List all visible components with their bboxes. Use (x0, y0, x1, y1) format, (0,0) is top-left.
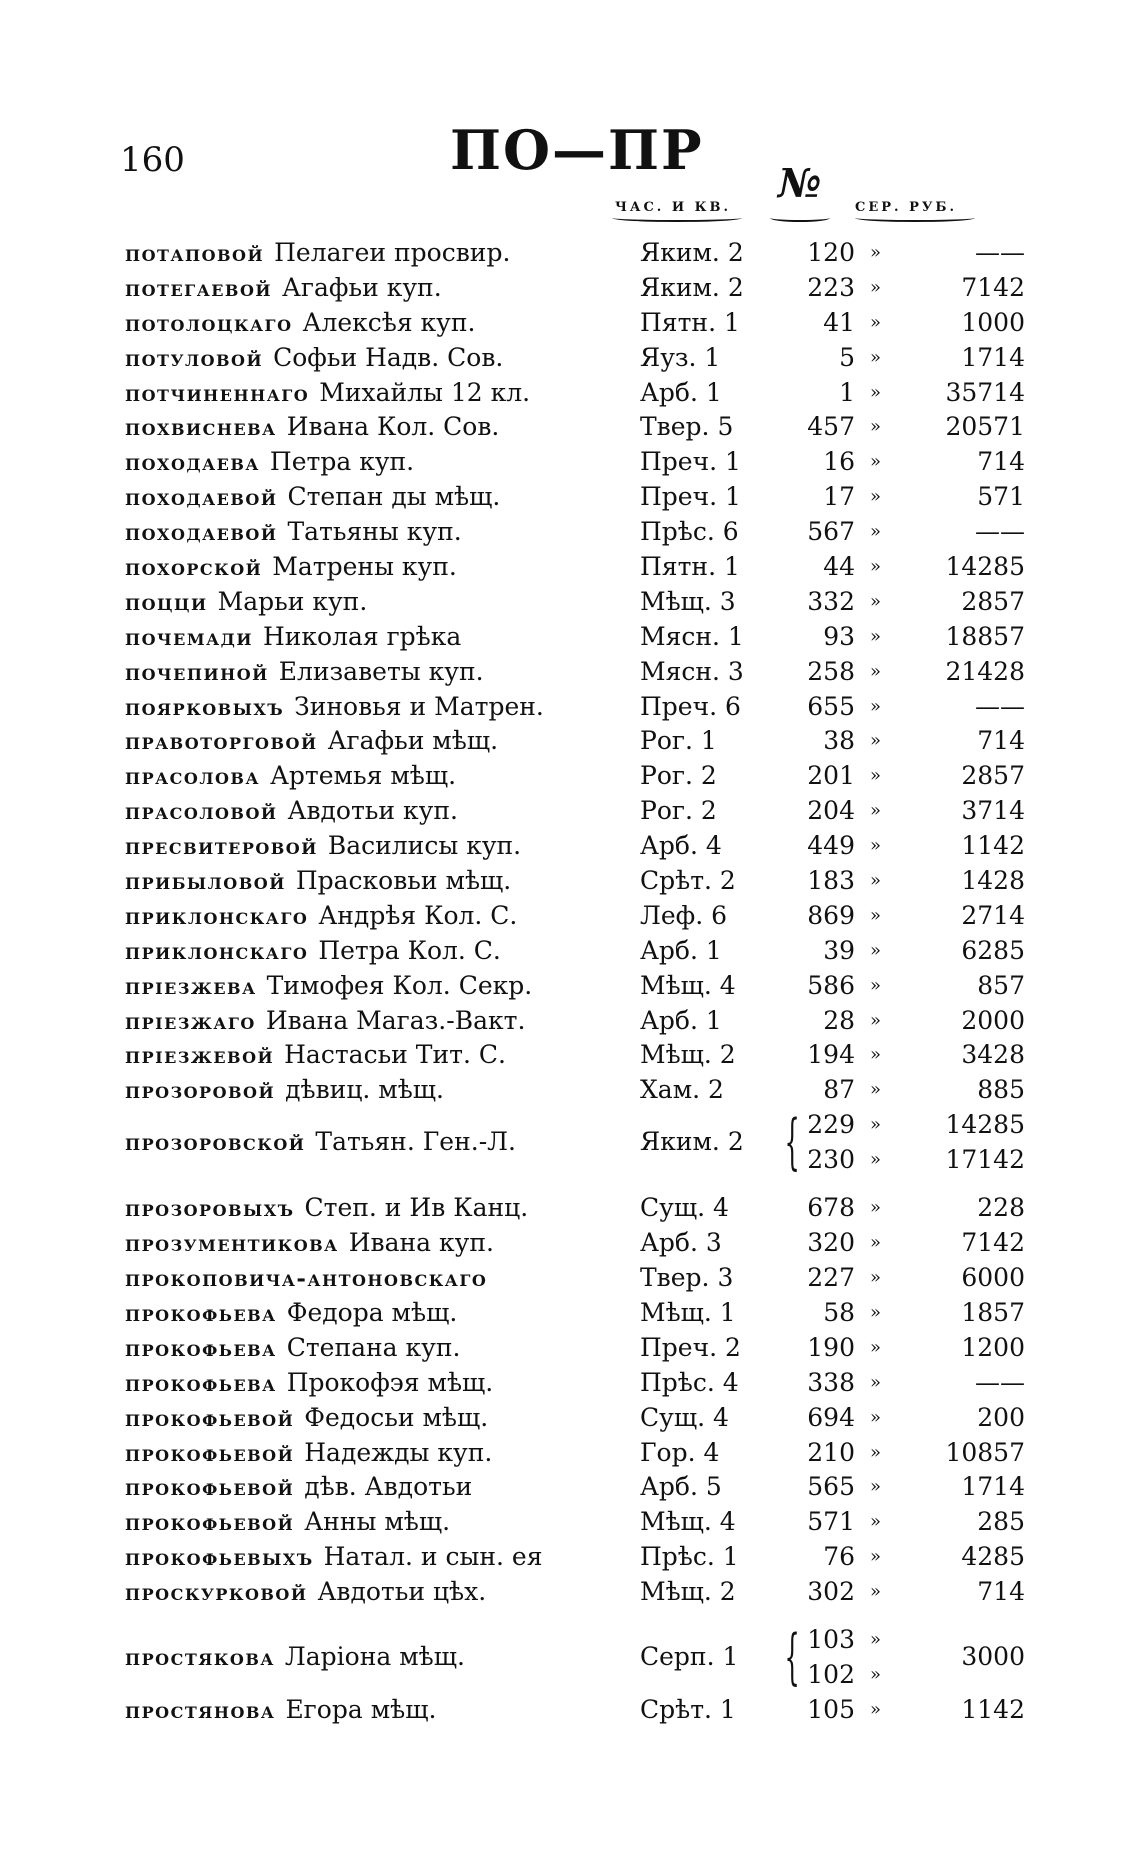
entry-surname: прокофьевой (125, 1474, 295, 1502)
ditto-mark: » (870, 835, 882, 857)
entry-number: 230 (807, 1145, 855, 1175)
entry-district: Преч. 6 (640, 691, 741, 721)
entry-district: Яуз. 1 (640, 342, 721, 372)
entry-surname: потаповой (125, 240, 265, 267)
entry-surname: походаевой (125, 519, 278, 547)
entry-description: Прокофэя мѣщ. (286, 1367, 494, 1397)
list-item (125, 585, 1025, 620)
entry-district: Серп. 1 (640, 1641, 739, 1671)
entry-sum: 1000 (961, 307, 1025, 337)
entry-surname: прокофьевой (125, 1509, 295, 1537)
entry-sum: 4285 (961, 1542, 1025, 1572)
entry-district: Арб. 4 (640, 831, 722, 861)
ditto-mark: » (870, 451, 882, 473)
entry-number: 320 (807, 1228, 855, 1258)
list-item-double (125, 1107, 1025, 1178)
entry-surname: пресвитеровой (125, 833, 318, 861)
entry-sum: 20571 (945, 412, 1025, 442)
list-item (125, 1038, 1025, 1073)
entry-number: 194 (807, 1040, 855, 1070)
list-item (125, 899, 1025, 934)
list-item (125, 550, 1025, 585)
ditto-mark: » (870, 1628, 882, 1650)
entry-surname: прiезжаго (125, 1007, 256, 1035)
entry-number: 565 (807, 1472, 855, 1502)
entry-surname: поярковыхъ (125, 693, 285, 721)
entry-sum: 1714 (961, 342, 1025, 372)
entry-number: 457 (807, 412, 855, 442)
entry-description: Федора мѣщ. (286, 1297, 458, 1327)
entry-description: Николая грѣка (262, 621, 462, 651)
entry-sum: 10857 (945, 1437, 1025, 1467)
entry-district: Яким. 2 (640, 238, 744, 267)
entry-sum: 1200 (961, 1332, 1025, 1362)
entry-number: 5 (839, 342, 855, 372)
entry-surname: приклонскаго (125, 902, 309, 930)
entry-number: 567 (807, 517, 855, 547)
entry-district: Твер. 5 (640, 412, 734, 442)
entry-sum: 3428 (961, 1040, 1025, 1070)
entry-description: Петра Кол. С. (318, 935, 501, 965)
entry-description: Зиновья и Матрен. (294, 691, 544, 721)
entry-surname: прокоповича-антоновскаго (125, 1265, 488, 1293)
ditto-mark: » (870, 311, 882, 333)
entry-number: 302 (807, 1577, 855, 1607)
list-item (125, 1191, 1025, 1226)
entry-surname: прозоровыхъ (125, 1195, 295, 1223)
ditto-mark: » (870, 939, 882, 961)
entry-number: 44 (823, 552, 855, 582)
ditto-mark: » (870, 1698, 882, 1720)
entry-district: Твер. 3 (640, 1263, 734, 1293)
entry-surname: приклонскаго (125, 937, 309, 965)
list-item (125, 759, 1025, 794)
entry-surname: похорской (125, 554, 263, 582)
entry-sum: 1428 (961, 866, 1025, 896)
ditto-mark: » (870, 730, 882, 752)
entry-sum: —— (975, 517, 1025, 547)
entry-sum: 7142 (961, 1228, 1025, 1258)
entry-description: Настасьи Тит. С. (284, 1040, 506, 1070)
column-header-number: № (778, 160, 822, 207)
entry-district: Мѣщ. 1 (640, 1297, 736, 1327)
entry-surname: прокофьевой (125, 1439, 295, 1467)
entry-district: Сущ. 4 (640, 1402, 729, 1432)
list-item (125, 376, 1025, 411)
ditto-mark: » (870, 660, 882, 682)
entry-district: Сущ. 4 (640, 1193, 729, 1223)
list-item (125, 1331, 1025, 1366)
list-item (125, 1366, 1025, 1401)
list-item (125, 480, 1025, 515)
entry-description: Матрены куп. (272, 552, 457, 582)
list-item (125, 1436, 1025, 1471)
entry-number: 338 (807, 1367, 855, 1397)
entry-description: Артемья мѣщ. (269, 761, 457, 791)
entry-description: Михайлы 12 кл. (319, 377, 531, 407)
ditto-mark: » (870, 1546, 882, 1568)
entry-sum: 857 (977, 970, 1025, 1000)
entry-district: Прѣс. 4 (640, 1367, 739, 1397)
entry-district: Рог. 1 (640, 726, 717, 756)
list-item (125, 829, 1025, 864)
entry-description: дѣвиц. мѣщ. (285, 1075, 444, 1105)
list-item (125, 690, 1025, 725)
entry-sum: 35714 (945, 377, 1025, 407)
list-item (125, 271, 1025, 306)
entry-district: Рог. 2 (640, 761, 717, 791)
ditto-mark: » (870, 381, 882, 403)
entry-surname: походаевой (125, 484, 278, 512)
brace-mark: { (784, 1107, 800, 1178)
entry-description: Степана куп. (286, 1332, 461, 1362)
entry-number: 93 (823, 621, 855, 651)
entry-number: 449 (807, 831, 855, 861)
list-item (125, 1693, 1025, 1728)
list-item (125, 1575, 1025, 1610)
ditto-mark: » (870, 1581, 882, 1603)
entry-description: Федосьи мѣщ. (304, 1402, 489, 1432)
list-item (125, 1261, 1025, 1296)
entry-surname: потуловой (125, 344, 264, 372)
entry-sum: 2714 (961, 900, 1025, 930)
ditto-mark: » (870, 904, 882, 926)
list-item (125, 1004, 1025, 1039)
directory-list (125, 236, 1025, 1728)
entry-district: Мѣщ. 3 (640, 586, 736, 616)
column-header-sum: СЕР. РУБ. (855, 200, 958, 215)
header-ornament (770, 214, 830, 222)
entry-sum: —— (975, 238, 1025, 267)
entry-number: 694 (807, 1402, 855, 1432)
entry-description: Тимофея Кол. Секр. (266, 970, 533, 1000)
entry-number: 678 (807, 1193, 855, 1223)
entry-description: Елизаветы куп. (278, 656, 484, 686)
list-item (125, 620, 1025, 655)
entry-description: Татьяны куп. (287, 517, 462, 547)
entry-sum: 18857 (945, 621, 1025, 651)
entry-number: 332 (807, 586, 855, 616)
entry-number: 39 (823, 935, 855, 965)
page-number: 160 (120, 140, 185, 180)
entry-sum: 1142 (961, 1694, 1025, 1724)
ditto-mark: » (870, 1301, 882, 1323)
ditto-mark: » (870, 1267, 882, 1289)
ditto-mark: » (870, 870, 882, 892)
list-item (125, 515, 1025, 550)
entry-number: 38 (823, 726, 855, 756)
entry-description: Ивана Кол. Сов. (286, 412, 500, 442)
entry-sum: 228 (977, 1193, 1025, 1223)
entry-sum: 200 (977, 1402, 1025, 1432)
header-ornament (855, 214, 975, 222)
ditto-mark: » (870, 590, 882, 612)
entry-surname: потолоцкаго (125, 309, 293, 337)
entry-number: 183 (807, 866, 855, 896)
ditto-mark: » (870, 556, 882, 578)
entry-district: Преч. 1 (640, 482, 741, 512)
entry-description: Алексѣя куп. (302, 307, 476, 337)
entry-sum: 17142 (945, 1145, 1025, 1175)
entry-description: Егора мѣщ. (285, 1694, 437, 1724)
entry-surname: простянова (125, 1696, 276, 1724)
column-header-part: ЧАС. И КВ. (615, 200, 732, 215)
entry-sum: —— (975, 691, 1025, 721)
entry-district: Пятн. 1 (640, 307, 740, 337)
entry-description: Анны мѣщ. (304, 1507, 451, 1537)
row-spacer (125, 1610, 1005, 1623)
entry-number: 655 (807, 691, 855, 721)
entry-description: Ларiона мѣщ. (284, 1641, 465, 1671)
entry-district: Прѣс. 1 (640, 1542, 739, 1572)
ditto-mark: » (870, 1406, 882, 1428)
list-item (125, 236, 1025, 271)
entry-surname: прокофьевыхъ (125, 1544, 314, 1572)
ditto-mark: » (870, 276, 882, 298)
entry-description: Надежды куп. (304, 1437, 493, 1467)
entry-description: Агафьи куп. (282, 272, 442, 302)
entry-description: Степ. и Ив Канц. (304, 1193, 529, 1223)
list-item (125, 341, 1025, 376)
entry-surname: прозоровской (125, 1129, 306, 1157)
entry-number: 103 (807, 1624, 855, 1654)
ditto-mark: » (870, 346, 882, 368)
page-title: ПО—ПР (450, 118, 704, 182)
entry-sum: 6000 (961, 1263, 1025, 1293)
entry-sum: 2857 (961, 761, 1025, 791)
entry-district: Рог. 2 (640, 796, 717, 826)
ditto-mark: » (870, 416, 882, 438)
entry-number: 204 (807, 796, 855, 826)
list-item (125, 1296, 1025, 1331)
entry-number: 223 (807, 272, 855, 302)
entry-sum: 2857 (961, 586, 1025, 616)
list-item (125, 1226, 1025, 1261)
ditto-mark: » (870, 625, 882, 647)
entry-district: Арб. 5 (640, 1472, 722, 1502)
entry-sum: 714 (977, 726, 1025, 756)
list-item (125, 1401, 1025, 1436)
entry-district: Арб. 3 (640, 1228, 722, 1258)
entry-description: Пелагеи просвир. (274, 238, 511, 267)
entry-district: Хам. 2 (640, 1075, 724, 1105)
entry-sum: 885 (977, 1075, 1025, 1105)
ditto-mark: » (870, 765, 882, 787)
entry-description: Петра куп. (269, 447, 415, 477)
list-item (125, 1073, 1025, 1108)
entry-district: Арб. 1 (640, 377, 722, 407)
entry-description: дѣв. Авдотьи (304, 1472, 473, 1502)
entry-sum: 3714 (961, 796, 1025, 826)
entry-district: Пятн. 1 (640, 552, 740, 582)
entry-district: Срѣт. 1 (640, 1694, 736, 1724)
entry-surname: прiезжевой (125, 1042, 275, 1070)
ditto-mark: » (870, 1663, 882, 1685)
list-item (125, 1505, 1025, 1540)
list-item (125, 1540, 1025, 1575)
row-spacer (125, 1178, 1005, 1191)
list-item (125, 864, 1025, 899)
entry-description: Марьи куп. (217, 586, 368, 616)
entry-description: Андрѣя Кол. С. (318, 900, 518, 930)
entry-number: 17 (823, 482, 855, 512)
entry-surname: поцци (125, 588, 208, 616)
list-item (125, 445, 1025, 480)
entry-description: Прасковьи мѣщ. (295, 866, 512, 896)
entry-sum: 571 (977, 482, 1025, 512)
list-item (125, 1470, 1025, 1505)
header-ornament (612, 214, 742, 222)
ditto-mark: » (870, 521, 882, 543)
entry-description: Степан ды мѣщ. (287, 482, 501, 512)
entry-surname: походаева (125, 449, 260, 477)
entry-district: Мѣщ. 2 (640, 1040, 736, 1070)
entry-district: Арб. 1 (640, 935, 722, 965)
entry-surname: прокофьева (125, 1299, 277, 1327)
ditto-mark: » (870, 1149, 882, 1171)
ditto-mark: » (870, 1441, 882, 1463)
ditto-mark: » (870, 1476, 882, 1498)
ditto-mark: » (870, 1009, 882, 1031)
entry-description: Авдотьи куп. (287, 796, 458, 826)
list-item (125, 934, 1025, 969)
list-item (125, 794, 1025, 829)
list-item (125, 969, 1025, 1004)
entry-district: Арб. 1 (640, 1005, 722, 1035)
entry-district: Мясн. 1 (640, 621, 744, 651)
entry-number: 58 (823, 1297, 855, 1327)
entry-district: Срѣт. 2 (640, 866, 736, 896)
entry-surname: проскурковой (125, 1579, 308, 1607)
ditto-mark: » (870, 1079, 882, 1101)
entry-number: 586 (807, 970, 855, 1000)
entry-district: Преч. 2 (640, 1332, 741, 1362)
list-item (125, 724, 1025, 759)
entry-sum: 3000 (961, 1641, 1025, 1671)
ditto-mark: » (870, 1511, 882, 1533)
entry-surname: прибыловой (125, 868, 286, 896)
entry-sum: 7142 (961, 272, 1025, 302)
ditto-mark: » (870, 486, 882, 508)
list-item (125, 410, 1025, 445)
ditto-mark: » (870, 800, 882, 822)
entry-surname: прокофьева (125, 1369, 277, 1397)
entry-description: Василисы куп. (327, 831, 522, 861)
entry-surname: прокофьевой (125, 1404, 295, 1432)
entry-number: 41 (823, 307, 855, 337)
entry-surname: прозоровой (125, 1077, 276, 1105)
entry-surname: потегаевой (125, 274, 272, 302)
entry-number: 190 (807, 1332, 855, 1362)
entry-surname: правоторговой (125, 728, 318, 756)
entry-district: Преч. 1 (640, 447, 741, 477)
entry-district: Яким. 2 (640, 272, 744, 302)
entry-number: 76 (823, 1542, 855, 1572)
entry-sum: 2000 (961, 1005, 1025, 1035)
ditto-mark: » (870, 242, 882, 263)
ditto-mark: » (870, 1371, 882, 1393)
entry-description: Софьи Надв. Сов. (273, 342, 504, 372)
entry-number: 120 (807, 238, 855, 267)
entry-surname: прокофьева (125, 1334, 277, 1362)
entry-sum: 21428 (945, 656, 1025, 686)
entry-sum: 1714 (961, 1472, 1025, 1502)
entry-surname: похвиснева (125, 414, 277, 442)
entry-surname: прасоловой (125, 798, 278, 826)
entry-sum: —— (975, 1367, 1025, 1397)
entry-sum: 14285 (945, 552, 1025, 582)
entry-number: 227 (807, 1263, 855, 1293)
entry-surname: потчиненнаго (125, 379, 310, 407)
ditto-mark: » (870, 1114, 882, 1136)
entry-number: 210 (807, 1437, 855, 1467)
entry-sum: 714 (977, 1577, 1025, 1607)
entry-surname: почемади (125, 623, 253, 651)
entry-description: Авдотьи цѣх. (317, 1577, 487, 1607)
entry-district: Леф. 6 (640, 900, 728, 930)
entry-number: 229 (807, 1110, 855, 1140)
entry-description: Агафьи мѣщ. (327, 726, 499, 756)
entry-district: Яким. 2 (640, 1127, 744, 1157)
entry-number: 201 (807, 761, 855, 791)
entry-number: 16 (823, 447, 855, 477)
entry-district: Гор. 4 (640, 1437, 720, 1467)
entry-sum: 6285 (961, 935, 1025, 965)
entry-description: Ивана Магаз.-Вакт. (265, 1005, 526, 1035)
list-item (125, 655, 1025, 690)
entry-surname: прасолова (125, 763, 260, 791)
ditto-mark: » (870, 695, 882, 717)
entry-number: 258 (807, 656, 855, 686)
list-item (125, 306, 1025, 341)
entry-sum: 14285 (945, 1110, 1025, 1140)
ditto-mark: » (870, 1044, 882, 1066)
list-item-double (125, 1621, 1025, 1693)
entry-sum: 714 (977, 447, 1025, 477)
entry-surname: простякова (125, 1643, 275, 1671)
entry-district: Мѣщ. 4 (640, 970, 736, 1000)
entry-sum: 1142 (961, 831, 1025, 861)
entry-district: Мясн. 3 (640, 656, 744, 686)
entry-description: Натал. и сын. ея (323, 1542, 543, 1572)
entry-district: Мѣщ. 2 (640, 1577, 736, 1607)
entry-number: 571 (807, 1507, 855, 1537)
entry-number: 1 (839, 377, 855, 407)
entry-sum: 285 (977, 1507, 1025, 1537)
ditto-mark: » (870, 1336, 882, 1358)
entry-description: Татьян. Ген.-Л. (315, 1127, 516, 1157)
entry-number: 87 (823, 1075, 855, 1105)
entry-number: 102 (807, 1659, 855, 1689)
brace-mark: { (784, 1621, 800, 1692)
entry-surname: прiезжева (125, 972, 257, 1000)
ditto-mark: » (870, 1197, 882, 1219)
entry-number: 28 (823, 1005, 855, 1035)
entry-district: Мѣщ. 4 (640, 1507, 736, 1537)
entry-surname: почепиной (125, 658, 269, 686)
entry-sum: 1857 (961, 1297, 1025, 1327)
entry-number: 105 (807, 1694, 855, 1724)
entry-district: Прѣс. 6 (640, 517, 739, 547)
entry-description: Ивана куп. (348, 1228, 494, 1258)
ditto-mark: » (870, 1232, 882, 1254)
entry-number: 869 (807, 900, 855, 930)
entry-surname: прозументикова (125, 1230, 339, 1258)
ditto-mark: » (870, 974, 882, 996)
